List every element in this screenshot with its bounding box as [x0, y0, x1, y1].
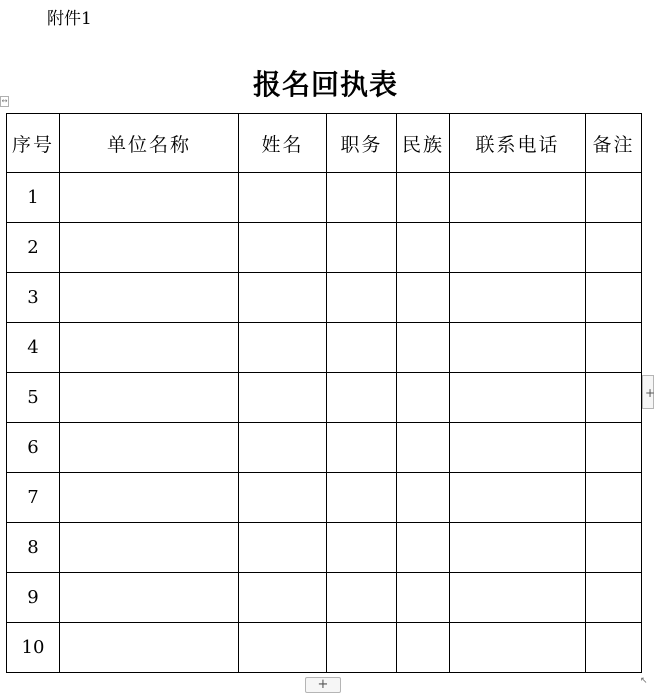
- organization-cell[interactable]: [60, 573, 239, 623]
- position-cell[interactable]: [327, 323, 397, 373]
- remarks-cell[interactable]: [586, 473, 642, 523]
- header-cell-remarks[interactable]: 备注: [586, 114, 642, 173]
- position-cell[interactable]: [327, 523, 397, 573]
- attachment-label: 附件1: [47, 9, 92, 29]
- organization-cell[interactable]: [60, 473, 239, 523]
- header-cell-organization[interactable]: 单位名称: [60, 114, 239, 173]
- name-cell[interactable]: [239, 623, 327, 673]
- row-number-cell[interactable]: 7: [7, 473, 60, 523]
- table-row: [7, 323, 642, 373]
- name-cell[interactable]: [239, 573, 327, 623]
- position-cell[interactable]: [327, 423, 397, 473]
- organization-cell[interactable]: [60, 373, 239, 423]
- phone-cell[interactable]: [450, 173, 586, 223]
- position-cell[interactable]: [327, 473, 397, 523]
- header-row: [7, 114, 642, 173]
- remarks-cell[interactable]: [586, 373, 642, 423]
- registration-table: [6, 113, 642, 673]
- header-cell-ethnicity[interactable]: 民族: [397, 114, 450, 173]
- phone-cell[interactable]: [450, 523, 586, 573]
- header-cell-name[interactable]: 姓名: [239, 114, 327, 173]
- organization-cell[interactable]: [60, 523, 239, 573]
- row-number-cell[interactable]: 10: [7, 623, 60, 673]
- ethnicity-cell[interactable]: [397, 373, 450, 423]
- name-cell[interactable]: [239, 223, 327, 273]
- name-cell[interactable]: [239, 423, 327, 473]
- organization-cell[interactable]: [60, 423, 239, 473]
- remarks-cell[interactable]: [586, 323, 642, 373]
- position-cell[interactable]: [327, 223, 397, 273]
- ethnicity-cell[interactable]: [397, 423, 450, 473]
- ethnicity-cell[interactable]: [397, 323, 450, 373]
- remarks-cell[interactable]: [586, 573, 642, 623]
- phone-cell[interactable]: [450, 423, 586, 473]
- row-number-cell[interactable]: 5: [7, 373, 60, 423]
- position-cell[interactable]: [327, 373, 397, 423]
- header-cell-phone[interactable]: 联系电话: [450, 114, 586, 173]
- table-row: [7, 373, 642, 423]
- row-number-cell[interactable]: 6: [7, 423, 60, 473]
- position-cell[interactable]: [327, 273, 397, 323]
- row-number-cell[interactable]: 8: [7, 523, 60, 573]
- table-row: [7, 573, 642, 623]
- phone-cell[interactable]: [450, 373, 586, 423]
- name-cell[interactable]: [239, 173, 327, 223]
- remarks-cell[interactable]: [586, 173, 642, 223]
- phone-cell[interactable]: [450, 323, 586, 373]
- name-cell[interactable]: [239, 473, 327, 523]
- header-cell-position[interactable]: 职务: [327, 114, 397, 173]
- table-resize-handle-icon[interactable]: ↖: [640, 676, 648, 686]
- row-number-cell[interactable]: 1: [7, 173, 60, 223]
- name-cell[interactable]: [239, 273, 327, 323]
- add-row-button[interactable]: [305, 677, 341, 693]
- phone-cell[interactable]: [450, 473, 586, 523]
- plus-icon: +: [645, 386, 655, 400]
- table-row: [7, 623, 642, 673]
- position-cell[interactable]: [327, 173, 397, 223]
- form-title: 报名回执表: [252, 68, 398, 101]
- table-move-anchor-icon[interactable]: ↔: [1, 97, 8, 105]
- phone-cell[interactable]: [450, 623, 586, 673]
- remarks-cell[interactable]: [586, 623, 642, 673]
- ethnicity-cell[interactable]: [397, 523, 450, 573]
- row-number-cell[interactable]: 9: [7, 573, 60, 623]
- organization-cell[interactable]: [60, 623, 239, 673]
- ethnicity-cell[interactable]: [397, 623, 450, 673]
- remarks-cell[interactable]: [586, 273, 642, 323]
- table-row: [7, 273, 642, 323]
- table-row: [7, 223, 642, 273]
- plus-icon: +: [317, 677, 329, 692]
- phone-cell[interactable]: [450, 273, 586, 323]
- phone-cell[interactable]: [450, 223, 586, 273]
- row-number-cell[interactable]: 2: [7, 223, 60, 273]
- organization-cell[interactable]: [60, 323, 239, 373]
- table-row: [7, 473, 642, 523]
- position-cell[interactable]: [327, 623, 397, 673]
- row-number-cell[interactable]: 3: [7, 273, 60, 323]
- phone-cell[interactable]: [450, 573, 586, 623]
- organization-cell[interactable]: [60, 173, 239, 223]
- organization-cell[interactable]: [60, 273, 239, 323]
- table-row: [7, 523, 642, 573]
- name-cell[interactable]: [239, 523, 327, 573]
- ethnicity-cell[interactable]: [397, 223, 450, 273]
- name-cell[interactable]: [239, 323, 327, 373]
- add-column-button[interactable]: [642, 375, 654, 409]
- ethnicity-cell[interactable]: [397, 573, 450, 623]
- organization-cell[interactable]: [60, 223, 239, 273]
- ethnicity-cell[interactable]: [397, 173, 450, 223]
- remarks-cell[interactable]: [586, 423, 642, 473]
- remarks-cell[interactable]: [586, 523, 642, 573]
- remarks-cell[interactable]: [586, 223, 642, 273]
- table-row: [7, 423, 642, 473]
- ethnicity-cell[interactable]: [397, 473, 450, 523]
- row-number-cell[interactable]: 4: [7, 323, 60, 373]
- position-cell[interactable]: [327, 573, 397, 623]
- header-cell-serial[interactable]: 序号: [7, 114, 60, 173]
- name-cell[interactable]: [239, 373, 327, 423]
- ethnicity-cell[interactable]: [397, 273, 450, 323]
- table-row: [7, 173, 642, 223]
